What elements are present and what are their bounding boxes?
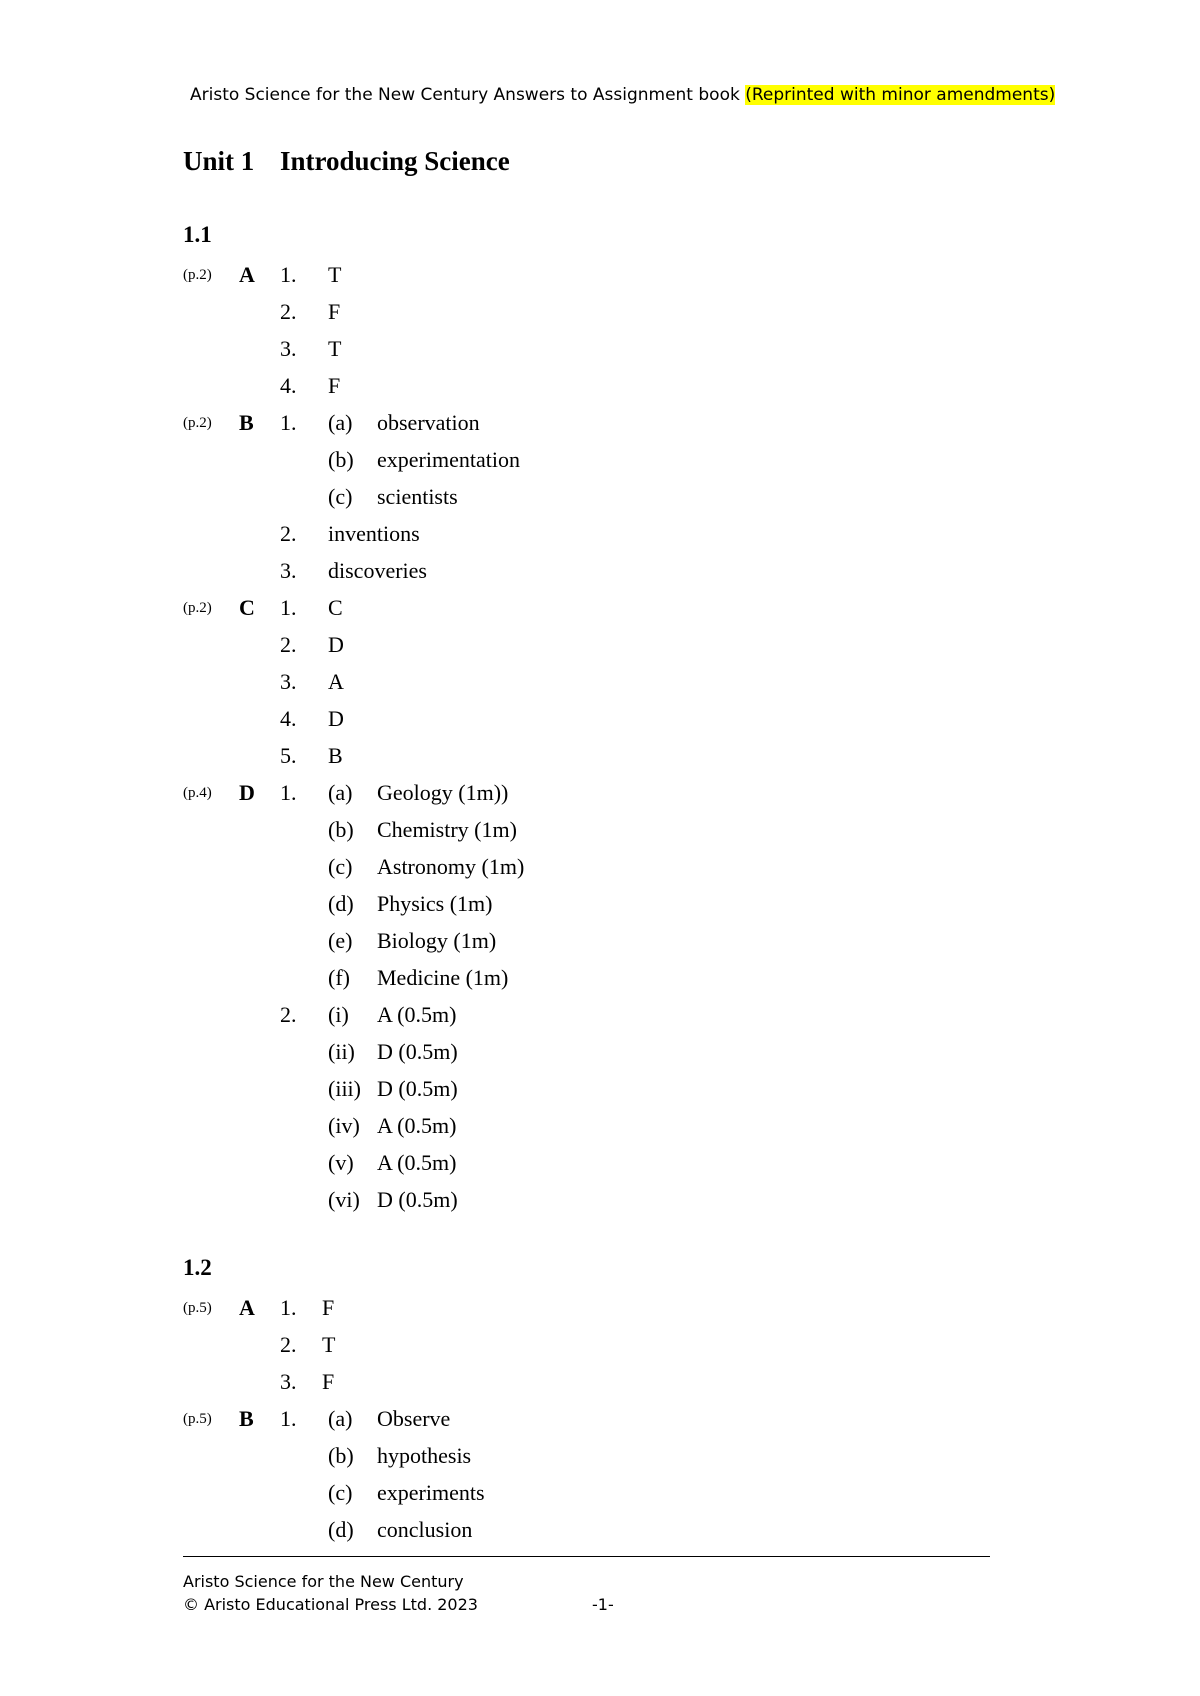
header-highlight: (Reprinted with minor amendments) <box>745 85 1056 105</box>
answer-text: A <box>328 669 344 694</box>
question-number: 1. <box>280 262 297 287</box>
page-number: -1- <box>592 1595 614 1614</box>
sub-label: (iii) <box>328 1076 361 1101</box>
answer-text: T <box>322 1332 336 1357</box>
answer-text: T <box>328 336 342 361</box>
question-number: 1. <box>280 595 297 620</box>
unit-title <box>183 146 510 177</box>
question-number: 2. <box>280 299 297 324</box>
page-ref: (p.5) <box>183 1411 212 1427</box>
answer-text: discoveries <box>328 558 427 583</box>
question-number: 3. <box>280 669 297 694</box>
answer-text: conclusion <box>377 1517 473 1542</box>
sub-label: (a) <box>328 780 353 805</box>
sub-label: (i) <box>328 1002 349 1027</box>
sub-label: (ii) <box>328 1039 355 1064</box>
answer-text: Chemistry (1m) <box>377 817 517 842</box>
question-number: 3. <box>280 1369 297 1394</box>
sub-label: (c) <box>328 854 353 879</box>
question-number: 4. <box>280 373 297 398</box>
sub-label: (b) <box>328 817 354 842</box>
answer-text: D (0.5m) <box>377 1187 458 1212</box>
page-ref: (p.2) <box>183 600 212 616</box>
sub-label: (v) <box>328 1150 354 1175</box>
answer-text: F <box>328 373 341 398</box>
answer-text: F <box>322 1369 335 1394</box>
answer-text: Astronomy (1m) <box>377 854 525 879</box>
question-number: 1. <box>280 1295 297 1320</box>
part-letter: C <box>239 595 255 620</box>
answer-text: T <box>328 262 342 287</box>
answer-text: A (0.5m) <box>377 1150 457 1175</box>
answer-text: Biology (1m) <box>377 928 497 953</box>
answer-text: A (0.5m) <box>377 1113 457 1138</box>
unit-number: Unit 1 <box>183 146 255 176</box>
answer-text: D <box>328 632 344 657</box>
sub-label: (f) <box>328 965 350 990</box>
sub-label: (vi) <box>328 1187 360 1212</box>
page-ref: (p.5) <box>183 1300 212 1316</box>
running-header <box>190 85 1090 105</box>
header-text: Aristo Science for the New Century Answers to Assignment book <box>190 85 740 105</box>
sub-label: (c) <box>328 1480 353 1505</box>
answer-text: Observe <box>377 1406 451 1431</box>
sub-label: (b) <box>328 1443 354 1468</box>
sub-label: (a) <box>328 1406 353 1431</box>
section-heading-1-1: 1.1 <box>183 222 212 247</box>
answer-text: observation <box>377 410 480 435</box>
answer-text: D <box>328 706 344 731</box>
answer-text: A (0.5m) <box>377 1002 457 1027</box>
question-number: 1. <box>280 780 297 805</box>
sub-label: (e) <box>328 928 353 953</box>
answer-text: C <box>328 595 343 620</box>
footer-rule <box>183 1556 990 1557</box>
page-ref: (p.2) <box>183 267 212 283</box>
question-number: 5. <box>280 743 297 768</box>
question-number: 4. <box>280 706 297 731</box>
answer-text: experimentation <box>377 447 520 472</box>
answer-text: D (0.5m) <box>377 1076 458 1101</box>
part-letter: A <box>239 262 255 287</box>
part-letter: D <box>239 780 255 805</box>
answer-text: F <box>322 1295 335 1320</box>
answer-text: inventions <box>328 521 420 546</box>
question-number: 2. <box>280 1002 297 1027</box>
sub-label: (iv) <box>328 1113 360 1138</box>
answer-text: Geology (1m)) <box>377 780 509 805</box>
part-letter: B <box>239 410 254 435</box>
question-number: 1. <box>280 410 297 435</box>
sub-label: (b) <box>328 447 354 472</box>
section-heading-1-2: 1.2 <box>183 1255 212 1280</box>
sub-label: (d) <box>328 891 354 916</box>
question-number: 2. <box>280 521 297 546</box>
sub-label: (a) <box>328 410 353 435</box>
footer-line-1: Aristo Science for the New Century <box>183 1572 464 1591</box>
answer-text: F <box>328 299 341 324</box>
question-number: 3. <box>280 336 297 361</box>
answer-text: D (0.5m) <box>377 1039 458 1064</box>
answer-text: Physics (1m) <box>377 891 493 916</box>
sub-label: (c) <box>328 484 353 509</box>
answer-text: scientists <box>377 484 458 509</box>
page-ref: (p.2) <box>183 415 212 431</box>
answer-text: hypothesis <box>377 1443 472 1468</box>
answer-text: B <box>328 743 343 768</box>
answer-text: Medicine (1m) <box>377 965 509 990</box>
question-number: 3. <box>280 558 297 583</box>
part-letter: A <box>239 1295 255 1320</box>
part-letter: B <box>239 1406 254 1431</box>
answer-text: experiments <box>377 1480 485 1505</box>
question-number: 1. <box>280 1406 297 1431</box>
sub-label: (d) <box>328 1517 354 1542</box>
page-ref: (p.4) <box>183 785 212 801</box>
footer-copyright: © Aristo Educational Press Ltd. 2023 <box>183 1595 478 1614</box>
unit-name: Introducing Science <box>280 146 510 176</box>
question-number: 2. <box>280 1332 297 1357</box>
question-number: 2. <box>280 632 297 657</box>
